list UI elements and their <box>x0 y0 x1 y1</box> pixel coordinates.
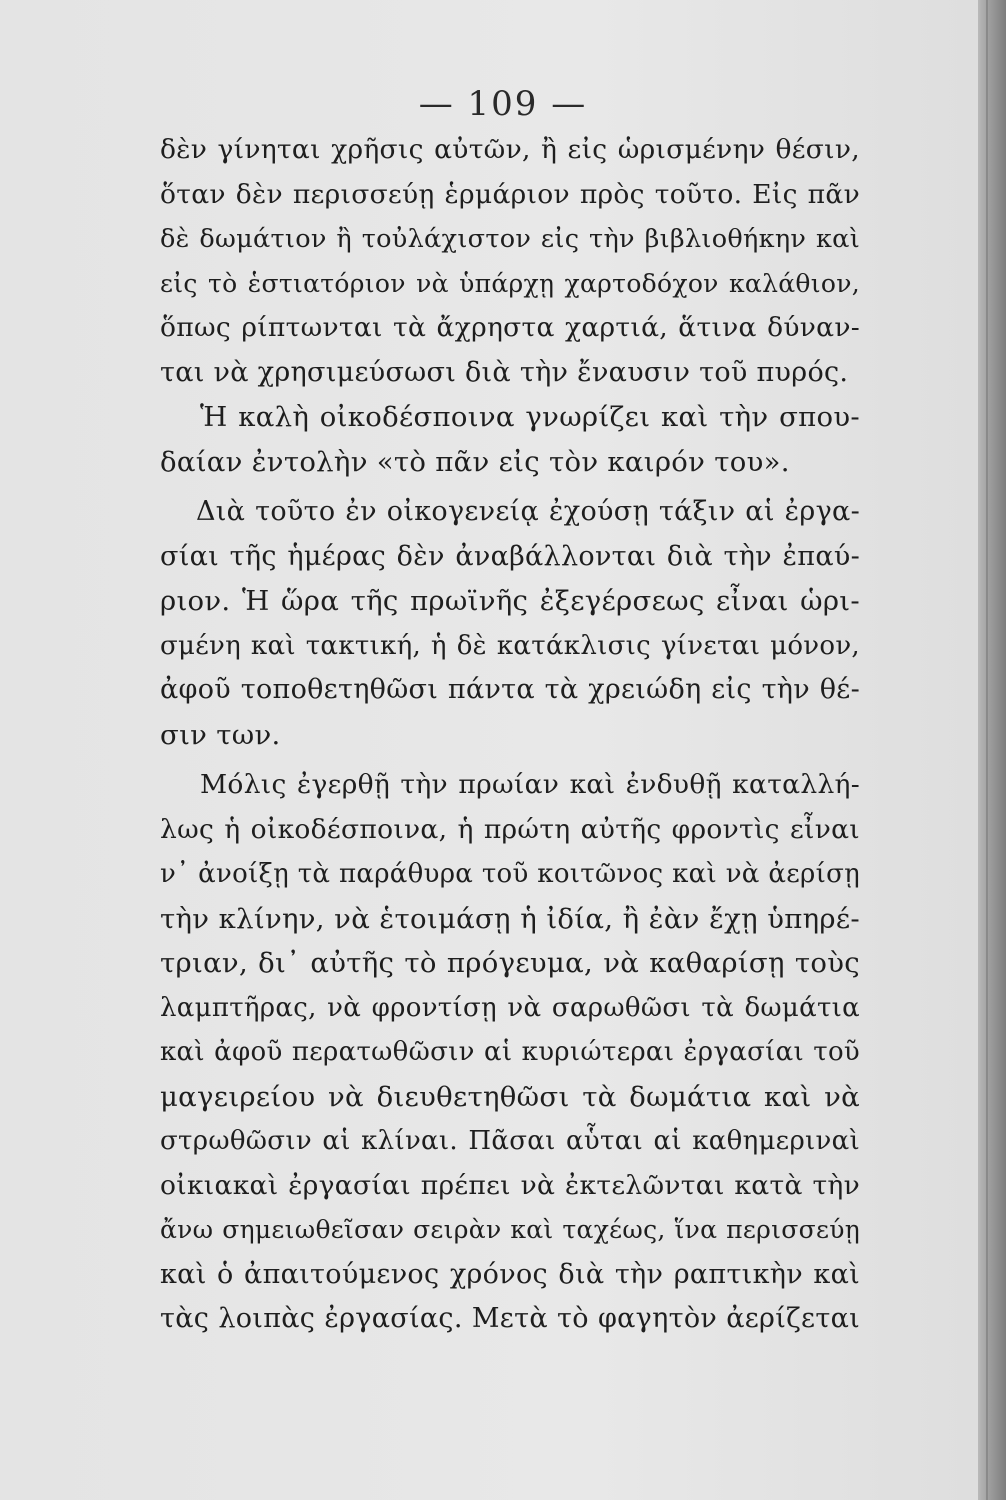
text-line: ται νὰ χρησιμεύσωσι διὰ τὴν ἔναυσιν τοῦ πυρός. <box>160 356 849 388</box>
text-line: Μόλις ἐγερθῇ τὴν πρωίαν καὶ ἐνδυθῇ καταλλή- <box>200 769 860 800</box>
text-line: Ἡ καλὴ οἰκοδέσποινα γνωρίζει καὶ τὴν σπου- <box>200 401 860 433</box>
text-line: τὰς λοιπὰς ἐργασίας. Μετὰ τὸ φαγητὸν ἀερίζεται <box>160 1303 860 1334</box>
gutter-edge <box>986 0 988 1500</box>
text-line: δὲ δωμάτιον ἢ τοὐλάχιστον εἰς τὴν βιβλιοθήκην καὶ <box>160 224 860 254</box>
text-line: Διὰ τοῦτο ἐν οἰκογενείᾳ ἐχούσῃ τάξιν αἱ ἐργα- <box>196 496 860 527</box>
text-line: λως ἡ οἰκοδέσποινα, ἡ πρώτη αὐτῆς φροντὶς εἶναι <box>160 813 860 845</box>
text-line: λαμπτῆρας, νὰ φροντίσῃ νὰ σαρωθῶσι τὰ δωμάτια <box>160 992 860 1023</box>
text-line: σιν των. <box>160 718 281 751</box>
text-line: εἰς τὸ ἑστιατόριον νὰ ὑπάρχῃ χαρτοδόχον καλάθιον, <box>160 268 860 298</box>
text-line: ριον. Ἡ ὥρα τῆς πρωϊνῆς ἐξεγέρσεως εἶναι ὡρι- <box>160 585 860 617</box>
text-line: στρωθῶσιν αἱ κλίναι. Πᾶσαι αὗται αἱ καθημεριναὶ <box>160 1126 860 1156</box>
text-line: σμένη καὶ τακτική, ἡ δὲ κατάκλισις γίνεται μόνον, <box>160 630 860 661</box>
text-line: ὅταν δὲν περισσεύῃ ἑρμάριον πρὸς τοῦτο. Εἰς πᾶν <box>160 178 860 210</box>
text-line: καὶ ὁ ἀπαιτούμενος χρόνος διὰ τὴν ραπτικὴν καὶ <box>160 1258 860 1290</box>
text-line: σίαι τῆς ἡμέρας δὲν ἀναβάλλονται διὰ τὴν ἐπαύ- <box>160 540 860 572</box>
text-line: τὴν κλίνην, νὰ ἑτοιμάσῃ ἡ ἰδία, ἢ ἐὰν ἔχῃ ὑπηρέ- <box>160 902 860 935</box>
text-line: οἰκιακαὶ ἐργασίαι πρέπει νὰ ἐκτελῶνται κατὰ τὴν <box>160 1169 860 1201</box>
text-line: ἀφοῦ τοποθετηθῶσι πάντα τὰ χρειώδη εἰς τὴν θέ- <box>160 674 860 705</box>
text-line: ὅπως ρίπτωνται τὰ ἄχρηστα χαρτιά, ἅτινα δύναν- <box>160 312 860 343</box>
text-line: μαγειρείου νὰ διευθετηθῶσι τὰ δωμάτια καὶ νὰ <box>160 1080 860 1113</box>
body-text <box>160 128 860 1342</box>
page-gutter <box>978 0 1006 1500</box>
text-line: ἄνω σημειωθεῖσαν σειρὰν καὶ ταχέως, ἵνα περισσεύῃ <box>160 1215 860 1244</box>
text-line: ν᾽ ἀνοίξῃ τὰ παράθυρα τοῦ κοιτῶνος καὶ νὰ ἀερίσῃ <box>160 859 860 889</box>
text-line: δὲν γίνηται χρῆσις αὐτῶν, ἢ εἰς ὡρισμένην θέσιν, <box>160 134 860 165</box>
text-line: τριαν, δι᾽ αὐτῆς τὸ πρόγευμα, νὰ καθαρίσῃ τοὺς <box>160 947 860 979</box>
page-number-header: — 109 — <box>418 84 588 124</box>
text-line: δαίαν ἐντολὴν «τὸ πᾶν εἰς τὸν καιρόν του». <box>160 445 790 478</box>
text-line: καὶ ἀφοῦ περατωθῶσιν αἱ κυριώτεραι ἐργασίαι τοῦ <box>160 1037 860 1067</box>
